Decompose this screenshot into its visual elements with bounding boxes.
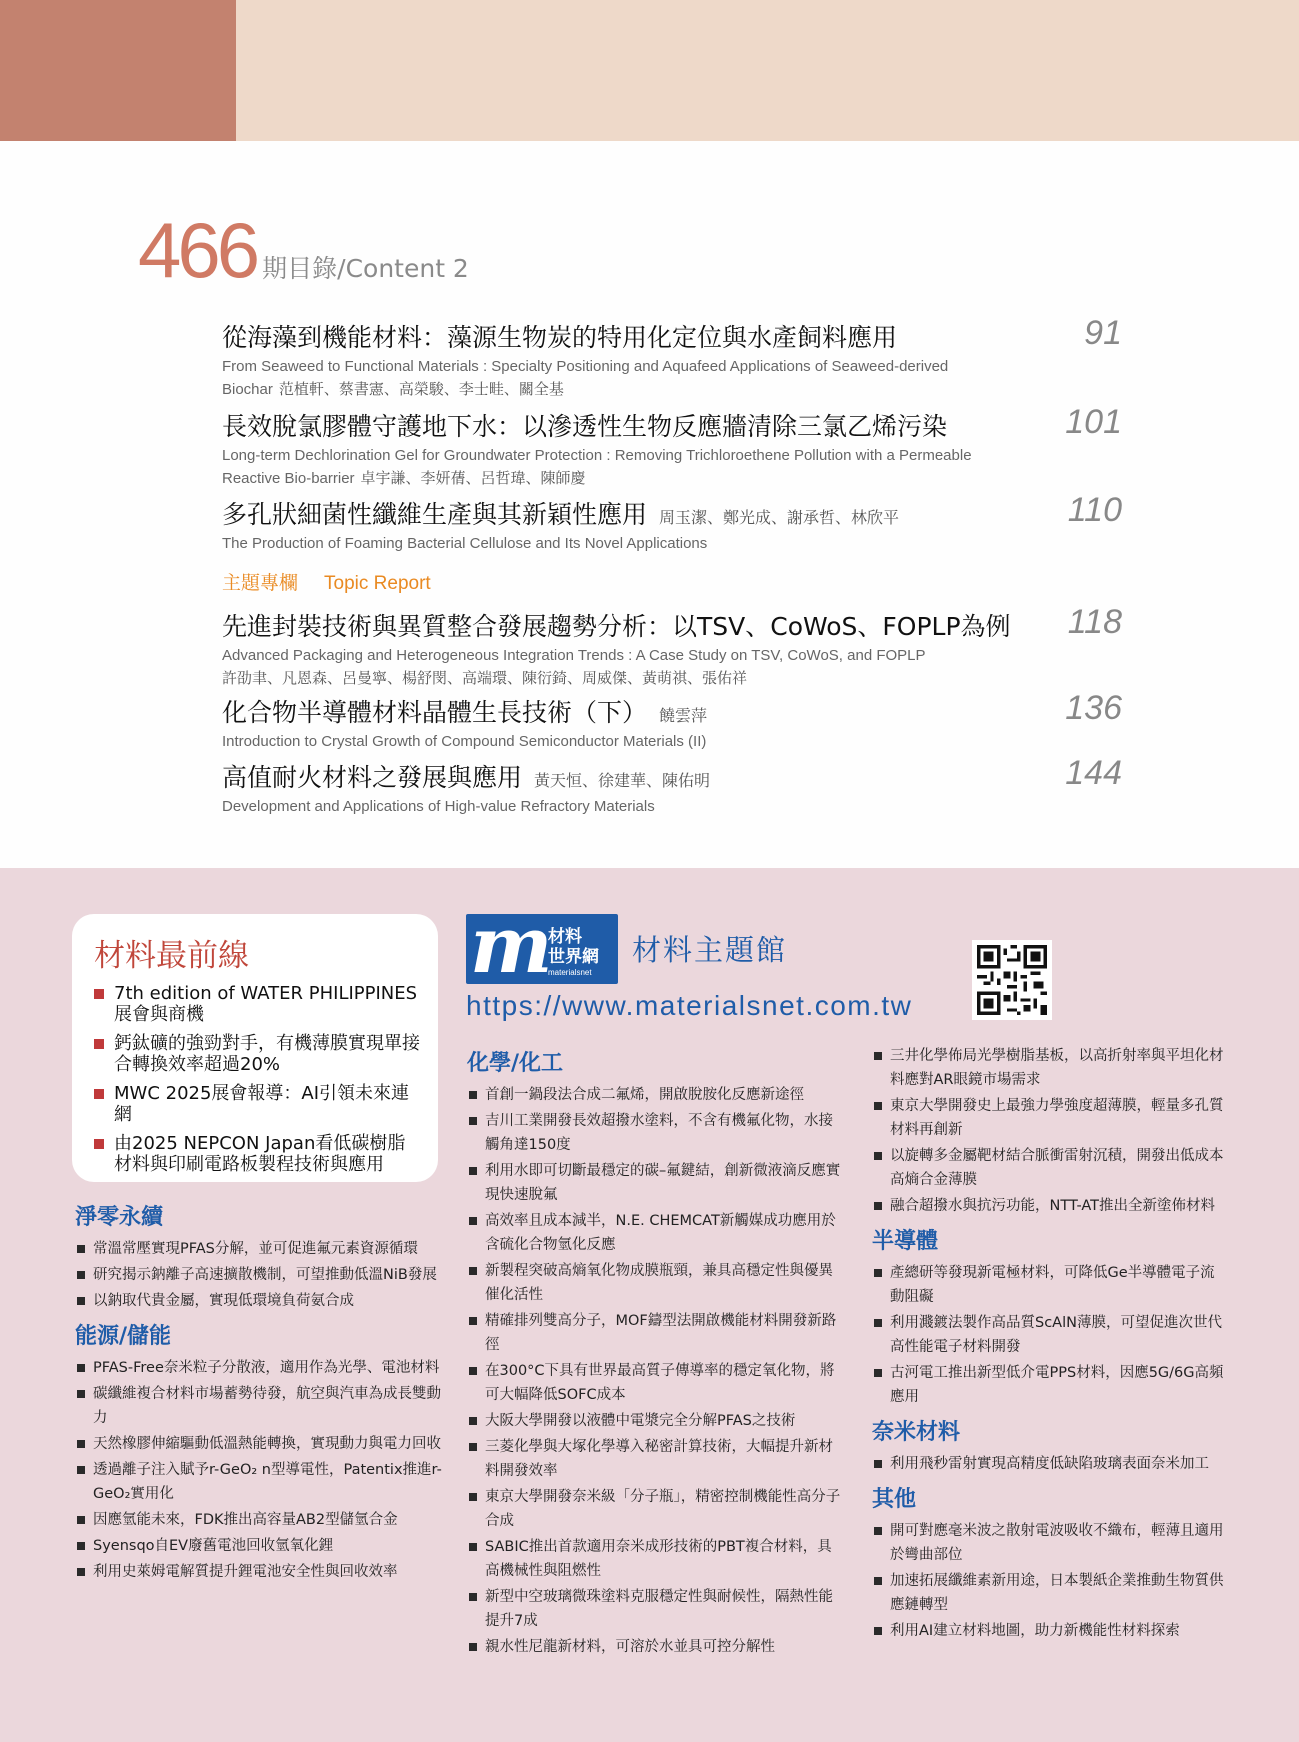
qr-code-icon[interactable]: [972, 940, 1052, 1020]
toc-page-number: 101: [1065, 403, 1122, 441]
toc-title: 從海藻到機能材料：藻源生物炭的特用化定位與水產飼料應用: [222, 323, 898, 352]
list-item[interactable]: 由2025 NEPCON Japan看低碳樹脂材料與印刷電路板製程技術與應用: [92, 1133, 420, 1175]
toc-authors: 卓宇謙、李妍蒨、呂哲瑋、陳師慶: [360, 469, 586, 487]
list-item[interactable]: 吉川工業開發長效超撥水塗料，不含有機氟化物，水接觸角達150度: [467, 1109, 842, 1157]
list-item[interactable]: 碳纖維複合材料市場蓄勢待發，航空與汽車為成長雙動力: [75, 1382, 445, 1430]
list-item[interactable]: 因應氫能未來，FDK推出高容量AB2型儲氫合金: [75, 1508, 445, 1532]
topic-report-en: Topic Report: [324, 573, 431, 594]
energy-list: [75, 1356, 445, 1584]
toc-entry[interactable]: [222, 754, 1122, 818]
toc-title: 多孔狀細菌性纖維生產與其新穎性應用: [222, 500, 648, 529]
misc-top-list: [872, 1044, 1227, 1218]
list-item[interactable]: 三菱化學與大塚化學導入秘密計算技術，大幅提升新材料開發效率: [467, 1435, 842, 1483]
toc-page-number: 91: [1084, 314, 1122, 352]
list-item[interactable]: 加速拓展纖維素新用途，日本製紙企業推動生物質供應鏈轉型: [872, 1569, 1227, 1617]
list-item[interactable]: 7th edition of WATER PHILIPPINES展會與商機: [92, 983, 420, 1025]
list-item[interactable]: 新製程突破高熵氧化物成膜瓶頸，兼具高穩定性與優異催化活性: [467, 1259, 842, 1307]
topic-report-heading: [222, 568, 431, 595]
list-item[interactable]: 東京大學開發奈米級「分子瓶」，精密控制機能性高分子合成: [467, 1485, 842, 1533]
list-item[interactable]: 研究揭示鈉離子高速擴散機制，可望推動低溫NiB發展: [75, 1263, 445, 1287]
toc-entry[interactable]: [222, 689, 1122, 753]
list-item[interactable]: 東京大學開發史上最強力學強度超薄膜，輕量多孔質材料再創新: [872, 1094, 1227, 1142]
toc-en-title: The Production of Foaming Bacterial Cellulose and Its Novel Applications: [222, 535, 708, 552]
topic-report-cn: 主題專欄: [222, 572, 299, 594]
list-item[interactable]: 利用濺鍍法製作高品質ScAlN薄膜，可望促進次世代高性能電子材料開發: [872, 1311, 1227, 1359]
logo-cn-1: 材料: [548, 927, 582, 947]
list-item[interactable]: 開可對應毫米波之散射電波吸收不織布，輕薄且適用於彎曲部位: [872, 1519, 1227, 1567]
front-line-list: [92, 983, 420, 1175]
logo-m-icon: m: [470, 914, 553, 984]
toc-title: 長效脫氯膠體守護地下水：以滲透性生物反應牆清除三氯乙烯污染: [222, 412, 948, 441]
list-item[interactable]: 親水性尼龍新材料，可溶於水並具可控分解性: [467, 1635, 842, 1659]
list-item[interactable]: 在300°C下具有世界最高質子傳導率的穩定氧化物，將可大幅降低SOFC成本: [467, 1359, 842, 1407]
list-item[interactable]: 古河電工推出新型低介電PPS材料，因應5G/6G高頻應用: [872, 1361, 1227, 1409]
net-zero-list: [75, 1237, 445, 1313]
list-item[interactable]: 以鈉取代貴金屬，實現低環境負荷氨合成: [75, 1289, 445, 1313]
toc-title: 先進封裝技術與異質整合發展趨勢分析：以TSV、CoWoS、FOPLP為例: [222, 612, 1011, 641]
news-column-3: [872, 1044, 1227, 1645]
materials-hall-title: 材料主題館: [632, 933, 788, 967]
toc-en-title: Introduction to Crystal Growth of Compound Semiconductor Materials (II): [222, 733, 707, 750]
header-band: [236, 0, 1299, 141]
list-item[interactable]: SABIC推出首款適用奈米成形技術的PBT複合材料，具高機械性與阻燃性: [467, 1535, 842, 1583]
list-item[interactable]: 三井化學佈局光學樹脂基板，以高折射率與平坦化材料應對AR眼鏡市場需求: [872, 1044, 1227, 1092]
toc-authors: 饒雲萍: [659, 706, 708, 725]
issue-heading: [138, 205, 469, 294]
list-item[interactable]: 利用水即可切斷最穩定的碳–氟鍵結，創新微液滴反應實現快速脫氟: [467, 1159, 842, 1207]
issue-number: 466: [138, 206, 257, 294]
toc-en-title: Long-term Dechlorination Gel for Groundwater Protection : Removing Trichloroethene Pollution with a Permeable Reactive Bio-barrier: [222, 447, 972, 487]
toc-authors: 范植軒、蔡書憲、高榮駿、李士畦、關全基: [278, 380, 564, 398]
issue-label: 期目錄/Content 2: [262, 254, 469, 283]
list-item[interactable]: 高效率且成本減半，N.E. CHEMCAT新觸媒成功應用於含硫化合物氫化反應: [467, 1209, 842, 1257]
toc-authors: 黃天恒、徐建華、陳佑明: [534, 771, 711, 790]
toc-title: 化合物半導體材料晶體生長技術（下）: [222, 698, 648, 727]
site-url-link[interactable]: https://www.materialsnet.com.tw: [466, 990, 913, 1021]
toc-page-number: 110: [1067, 491, 1122, 529]
list-item[interactable]: 首創一鍋段法合成二氟烯，開啟脫胺化反應新途徑: [467, 1083, 842, 1107]
list-item[interactable]: PFAS-Free奈米粒子分散液，適用作為光學、電池材料: [75, 1356, 445, 1380]
list-item[interactable]: 以旋轉多金屬靶材結合脈衝雷射沉積，開發出低成本高熵合金薄膜: [872, 1144, 1227, 1192]
toc-authors: 周玉潔、鄭光成、謝承哲、林欣平: [659, 508, 900, 527]
list-item[interactable]: Syensqo自EV廢舊電池回收氫氧化鋰: [75, 1534, 445, 1558]
toc-page-number: 136: [1065, 689, 1122, 727]
news-column-2: [467, 1046, 842, 1661]
section-heading-chemistry: 化學/化工: [467, 1051, 564, 1076]
front-line-card: [72, 914, 438, 1182]
list-item[interactable]: 利用AI建立材料地圖，助力新機能性材料探索: [872, 1619, 1227, 1643]
news-column-1: [75, 1200, 445, 1586]
list-item[interactable]: 常溫常壓實現PFAS分解，並可促進氟元素資源循環: [75, 1237, 445, 1261]
logo-en: materialsnet: [548, 968, 592, 977]
toc-en-title: Advanced Packaging and Heterogeneous Integration Trends : A Case Study on TSV, CoWoS, and FOPLP: [222, 647, 926, 664]
logo-cn-2: 世界網: [548, 947, 599, 967]
nano-list: [872, 1452, 1227, 1476]
materialsnet-logo[interactable]: [466, 914, 618, 984]
list-item[interactable]: 產總研等發現新電極材料，可降低Ge半導體電子流動阻礙: [872, 1261, 1227, 1309]
section-heading-net-zero: 淨零永續: [75, 1205, 164, 1230]
chemistry-list: [467, 1083, 842, 1659]
list-item[interactable]: 天然橡膠伸縮驅動低溫熱能轉換，實現動力與電力回收: [75, 1432, 445, 1456]
list-item[interactable]: 新型中空玻璃微珠塗料克服穩定性與耐候性，隔熱性能提升7成: [467, 1585, 842, 1633]
list-item[interactable]: 精確排列雙高分子，MOF鑄型法開啟機能材料開發新路徑: [467, 1309, 842, 1357]
semiconductor-list: [872, 1261, 1227, 1409]
toc-entry[interactable]: [222, 603, 1122, 690]
section-heading-energy: 能源/儲能: [75, 1324, 172, 1349]
toc-en-title: From Seaweed to Functional Materials : Specialty Positioning and Aquafeed Applications of Seaweed-derived Biochar: [222, 358, 949, 398]
section-heading-semiconductor: 半導體: [872, 1229, 939, 1254]
list-item[interactable]: 透過離子注入賦予r-GeO₂ n型導電性，Patentix推進r-GeO₂實用化: [75, 1458, 445, 1506]
section-heading-others: 其他: [872, 1487, 917, 1512]
section-heading-nano: 奈米材料: [872, 1420, 961, 1445]
list-item[interactable]: MWC 2025展會報導：AI引領未來連網: [92, 1083, 420, 1125]
list-item[interactable]: 利用史萊姆電解質提升鋰電池安全性與回收效率: [75, 1560, 445, 1584]
toc-entry[interactable]: [222, 491, 1122, 555]
header-color-block: [0, 0, 236, 141]
toc-page-number: 144: [1065, 754, 1122, 792]
list-item[interactable]: 鈣鈦礦的強勁對手，有機薄膜實現單接合轉換效率超過20%: [92, 1033, 420, 1075]
toc-title: 高值耐火材料之發展與應用: [222, 763, 523, 792]
toc-entry[interactable]: [222, 314, 1122, 401]
toc-page-number: 118: [1067, 603, 1122, 641]
list-item[interactable]: 融合超撥水與抗污功能，NTT-AT推出全新塗佈材料: [872, 1194, 1227, 1218]
toc-authors: 許劭聿、凡恩森、呂曼寧、楊舒閔、高端環、陳衍錡、周威傑、黃萌祺、張佑祥: [222, 669, 748, 687]
list-item[interactable]: 利用飛秒雷射實現高精度低缺陷玻璃表面奈米加工: [872, 1452, 1227, 1476]
others-list: [872, 1519, 1227, 1643]
list-item[interactable]: 大阪大學開發以液體中電漿完全分解PFAS之技術: [467, 1409, 842, 1433]
front-line-title: 材料最前線: [94, 938, 249, 974]
toc-entry[interactable]: [222, 403, 1122, 490]
toc-en-title: Development and Applications of High-value Refractory Materials: [222, 798, 655, 815]
